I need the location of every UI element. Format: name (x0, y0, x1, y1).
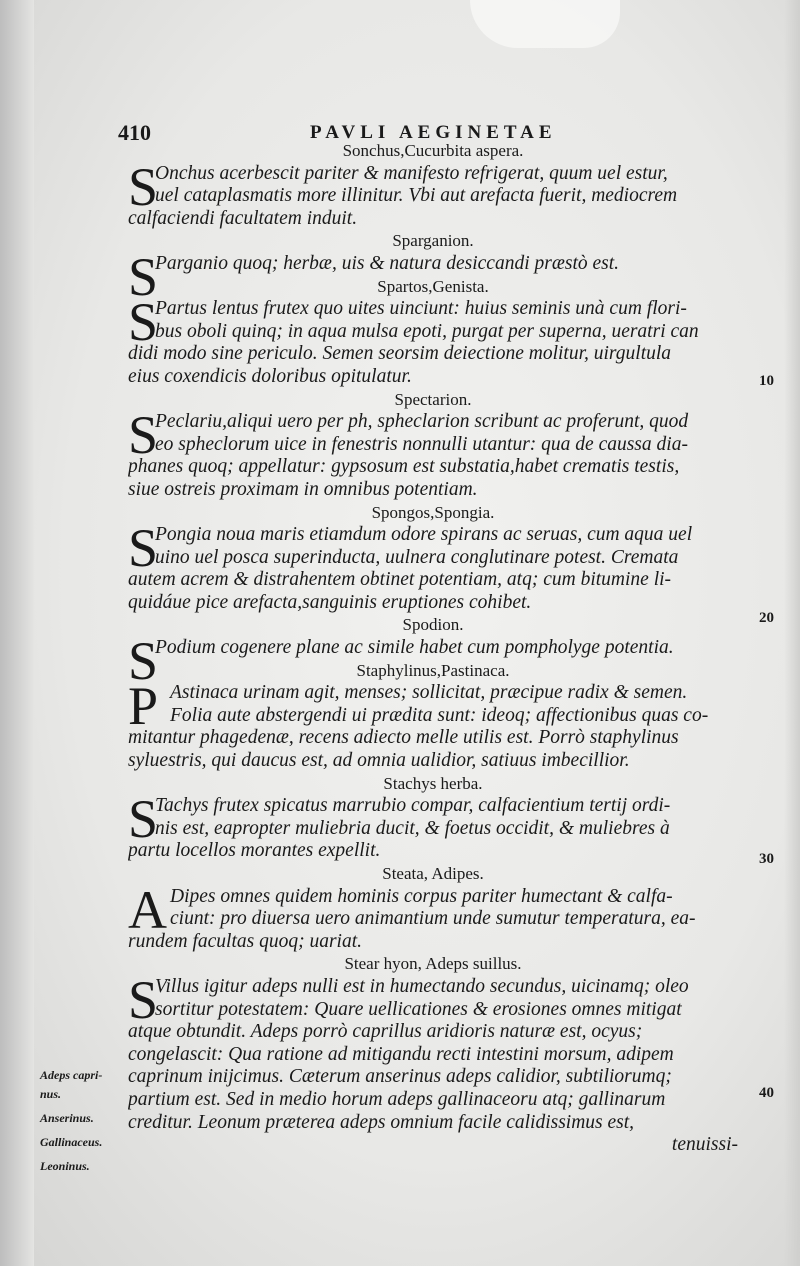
drop-initial: S (128, 292, 159, 353)
line-number-40: 40 (759, 1085, 774, 1101)
text-line: Villus igitur adeps nulli est in humectando secundus, uicinamq; oleo (155, 975, 689, 997)
text-line: siue ostreis proximam in omnibus potentiam. (128, 478, 478, 500)
drop-initial: S (128, 969, 159, 1030)
section-paragraph (128, 518, 738, 614)
running-title: PAVLI AEGINETAE (310, 122, 557, 143)
section-heading: Stear hyon, Adeps suillus. (344, 954, 522, 974)
text-line: uel cataplasmatis more illinitur. Vbi aut arefacta fuerit, mediocrem (155, 185, 678, 207)
text-line: Folia aute abstergendi ui prædita sunt: ideoq; affectionibus quas co- (170, 704, 709, 726)
marginal-note: nus. (40, 1087, 62, 1101)
drop-initial: S (128, 518, 159, 579)
text-line: quidáue pice arefacta,sanguinis eruptiones cohibet. (128, 591, 532, 613)
line-number-20: 20 (759, 610, 774, 626)
text-line: Pongia noua maris etiamdum odore spirans ac seruas, cum aqua uel (155, 524, 693, 546)
paper-tear (470, 0, 620, 48)
text-line: autem acrem & distrahentem obtinet potentiam, atq; cum bitumine li- (128, 569, 672, 591)
marginal-note: Anserinus. (40, 1111, 94, 1125)
section-heading: Spectarion. (394, 389, 472, 409)
drop-initial: S (128, 631, 159, 692)
marginal-notes (40, 1068, 120, 1183)
text-line: partium est. Sed in medio horum adeps gallinaceoru atq; gallinarum (128, 1088, 666, 1110)
text-line: Peclariu,aliqui uero per ph, sphеclarion scribunt ac proferunt, quod (155, 411, 689, 433)
text-line: caprinum inijcimus. Cæterum anserinus adeps calidior, subtiliorumq; (128, 1066, 672, 1088)
drop-initial: S (128, 246, 159, 307)
section-heading: Spongos,Spongia. (371, 502, 495, 522)
section-paragraph (128, 405, 738, 501)
text-line: Astinaca urinam agit, menses; sollicitat, præcipue radix & semen. (170, 682, 688, 704)
text-line: uino uel posca superinducta, uulnera conglutinare potest. Cremata (155, 546, 679, 568)
section-paragraph (128, 292, 738, 388)
text-line: Parganio quoq; herbæ, uis & natura desiccandi præstò est. (155, 252, 620, 274)
text-line: mitantur phagedenæ, recens adiecto melle utilis est. Porrò staphylinus (128, 727, 679, 749)
text-line: creditur. Leonum præterea adeps omnium facile calidissimus est, (128, 1111, 635, 1133)
section-heading: Sonchus,Cucurbita aspera. (342, 141, 524, 160)
text-line: Podium cogenere plane ac simile habet cum pompholyge potentia. (155, 637, 674, 659)
section-heading: Sparganion. (392, 231, 474, 251)
text-line: ciunt: pro diuersa uero animantium unde sumutur temperatura, ea- (170, 908, 696, 930)
page-right-edge-shadow (784, 0, 800, 1266)
section-heading: Spodion. (402, 615, 464, 635)
text-line: Tachys frutex spicatus marrubio compar, calfacientium tertij ordi- (155, 795, 671, 817)
section-heading: Stachys herba. (383, 773, 483, 793)
text-line: Onchus acerbescit pariter & manifesto refrigerat, quum uel estur, (155, 162, 668, 184)
drop-initial: S (128, 789, 159, 850)
text-line: didi modo sine periculo. Semen seorsim deiectione molitur, uirgultula (128, 343, 672, 365)
line-number-10: 10 (759, 373, 774, 389)
marginal-note: Adeps capri- (40, 1068, 103, 1082)
page-number: 410 (118, 120, 151, 145)
line-number-30: 30 (759, 851, 774, 867)
text-line: nis est, eapropter muliebria ducit, & foetus occidit, & muliebres à (155, 817, 670, 839)
text-line: tenuissi- (671, 1134, 738, 1156)
section-heading: Spartos,Genista. (377, 276, 489, 296)
text-line: sortitur potestatem: Quare uellicationes & erosiones omnes mitigat (155, 998, 682, 1020)
main-text (128, 140, 738, 1157)
marginal-note: Leoninus. (40, 1159, 90, 1173)
text-line: syluestris, qui daucus est, ad omnia ualidior, satiuus imbecillior. (128, 750, 630, 772)
section-heading: Staphylinus,Pastinaca. (356, 660, 510, 680)
section-paragraph (128, 879, 738, 954)
text-line: Dipes omnes quidem hominis corpus pariter humectant & calfa- (170, 885, 673, 907)
text-line: eius coxendicis doloribus opitulatur. (128, 365, 412, 387)
section-paragraph (128, 969, 738, 1157)
drop-initial: A (128, 879, 167, 940)
text-line: partu locellos morantes expellit. (128, 840, 381, 862)
text-line: Partus lentus frutex quo uites uinciunt: huius seminis unà cum flori- (155, 298, 687, 320)
text-line: congelascit: Qua ratione ad mitigandu recti intestini morsum, adipem (128, 1043, 674, 1065)
drop-initial: S (128, 156, 159, 217)
page-gutter-shadow (0, 0, 34, 1266)
text-line: bus oboli quinq; in aqua mulsa epoti, purgat per superna, ueratri can (155, 320, 699, 342)
text-line: eo spheclorum uice in fenestris nonnulli utantur: qua de caussa dia- (155, 433, 688, 455)
marginal-note: Gallinaceus. (40, 1135, 103, 1149)
section-heading: Steata, Adipes. (382, 864, 484, 883)
section-paragraph (128, 156, 738, 231)
drop-initial: P (128, 676, 159, 737)
section-paragraph (128, 676, 738, 772)
text-line: atque obtundit. Adeps porrò caprillus aridioris naturæ est, ocyus; (128, 1021, 643, 1043)
drop-initial: S (128, 405, 159, 466)
section-paragraph (128, 789, 738, 863)
text-line: calfaciendi facultatem induit. (128, 207, 358, 229)
text-line: rundem facultas quoq; uariat. (128, 930, 362, 952)
text-line: phanes quoq; appellatur: gypsosum est substatia,habet crematis testis, (128, 456, 680, 478)
